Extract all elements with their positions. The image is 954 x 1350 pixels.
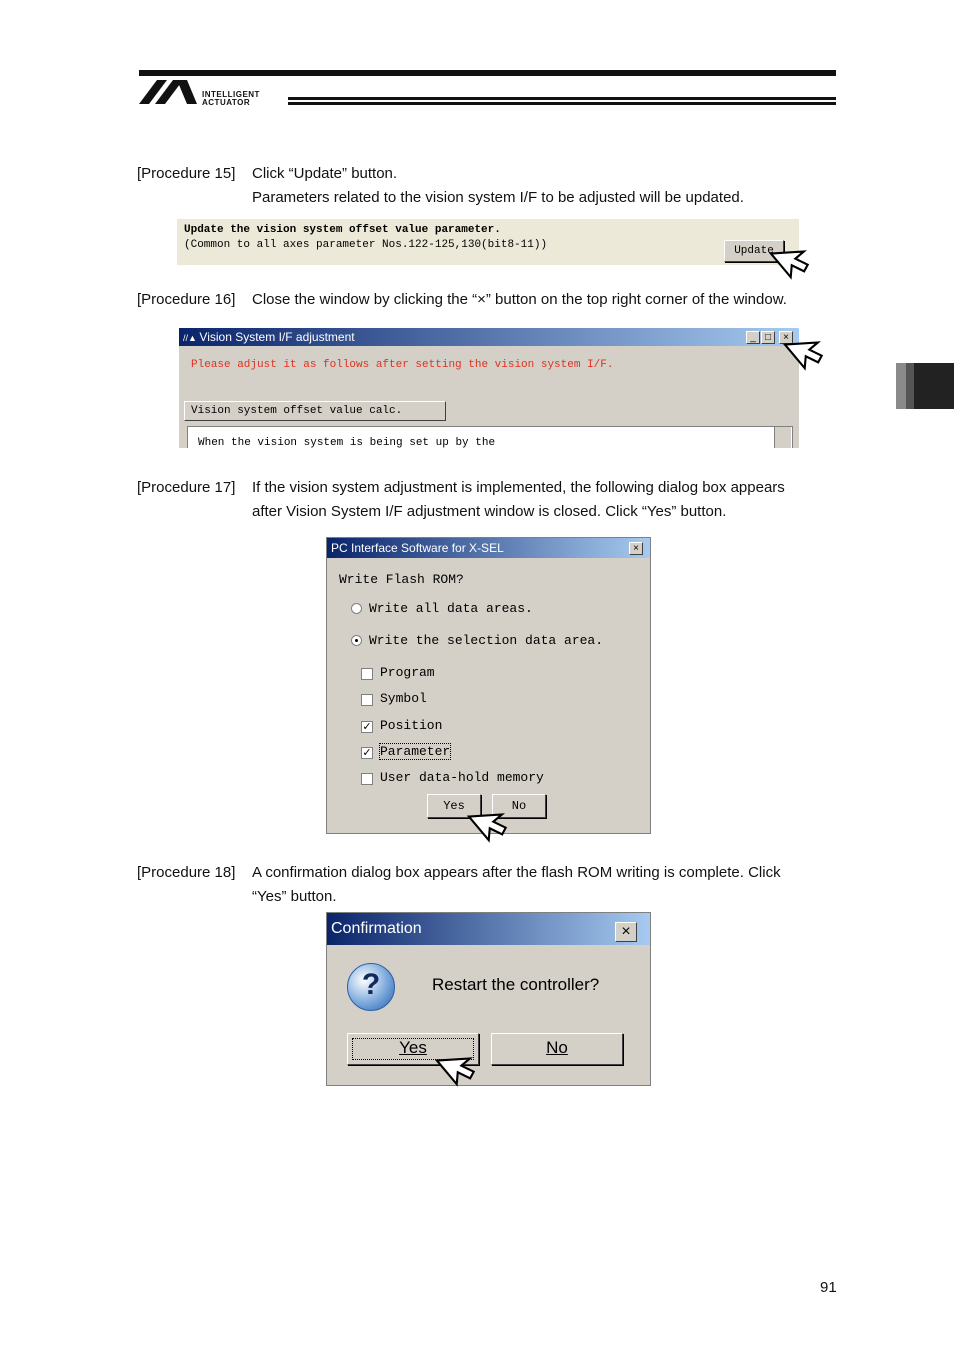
vision-list-item: When the vision system is being set up by the [198,437,496,449]
pointer-cursor-icon [768,243,814,287]
confirm-title: Confirmation [331,920,422,937]
brand-line2: ACTUATOR [202,98,251,107]
step-text-18-line2: “Yes” button. [252,888,337,905]
step-text-17-line1: If the vision system adjustment is implemented, the following dialog box appears [252,479,785,496]
pointer-cursor-icon [782,334,836,376]
vision-title: Vision System I/F adjustment [199,330,355,344]
confirm-yes-label: Yes [399,1038,427,1057]
step-text-15-line2: Parameters related to the vision system I/F to be adjusted will be updated. [252,189,744,206]
checkbox-parameter-label: Parameter [380,744,451,759]
minimize-button[interactable]: _ [746,331,760,344]
flash-title: PC Interface Software for X-SEL [331,541,504,555]
step-label-15: [Procedure 15] [137,165,236,182]
tab-stripe-mid [906,363,914,409]
checkbox-user-data-hold[interactable] [361,773,373,785]
vision-title-bar [179,328,799,346]
step-label-18: [Procedure 18] [137,864,236,881]
radio-write-selection-label: Write the selection data area. [369,633,604,648]
update-button[interactable]: Update [724,240,784,262]
checkbox-position-label: Position [380,718,443,733]
flash-title-bar [327,538,650,558]
radio-write-all[interactable] [351,603,362,614]
tab-stripe-light [896,363,906,409]
update-line2: (Common to all axes parameter Nos.122-125,130(bit8-11)) [184,239,548,251]
confirm-no-button[interactable] [491,1033,623,1065]
vision-list-box [187,426,793,449]
tab-offset-calc[interactable]: Vision system offset value calc. [184,401,446,421]
tab-stripe-dark [914,363,954,409]
header-rule-top [139,70,836,76]
radio-write-all-label: Write all data areas. [369,601,533,616]
checkbox-user-data-hold-label: User data-hold memory [380,770,544,785]
flash-question: Write Flash ROM? [339,572,464,587]
step-text-15-line1: Click “Update” button. [252,165,398,182]
confirm-no-label: No [546,1038,568,1057]
step-text-18-line1: A confirmation dialog box appears after the flash ROM writing is complete. Click [252,864,781,881]
checkbox-program-label: Program [380,665,435,680]
maximize-button[interactable]: □ [761,331,775,344]
dialog-confirmation [326,912,651,1086]
header-rule-right [288,97,836,102]
vision-message: Please adjust it as follows after setting the vision system I/F. [191,359,614,371]
pointer-cursor-icon [466,806,514,846]
step-text-17-line2: after Vision System I/F adjustment window is closed. Click “Yes” button. [252,503,727,520]
confirm-message: Restart the controller? [432,975,600,994]
step-label-16: [Procedure 16] [137,291,236,308]
logo-mark-icon [139,80,201,105]
step-text-16-line1: Close the window by clicking the “×” button on the top right corner of the window. [252,291,787,308]
checkbox-program[interactable] [361,668,373,680]
vision-title-icon: //▲ [183,333,200,343]
checkbox-symbol[interactable] [361,694,373,706]
page-number: 91 [820,1279,837,1296]
radio-write-selection[interactable] [351,635,362,646]
checkbox-symbol-label: Symbol [380,691,427,706]
question-icon [347,963,395,1011]
checkbox-parameter[interactable]: ✓ [362,747,372,759]
pointer-cursor-icon [434,1050,484,1090]
flash-yes-button[interactable]: Yes [427,794,481,818]
update-line1: Update the vision system offset value parameter. [184,224,501,236]
confirm-close-button[interactable]: × [615,922,637,942]
checkbox-position[interactable]: ✓ [362,721,372,733]
confirm-title-bar [327,913,650,945]
flash-close-button[interactable]: × [629,542,643,555]
brand-line1: INTELLIGENT [202,90,260,99]
dialog-write-flash-rom [326,537,651,834]
screenshot-update-panel [177,219,799,265]
flash-no-button[interactable]: No [492,794,546,818]
close-button[interactable]: × [779,331,793,344]
screenshot-vision-window [178,327,800,449]
side-chapter-tab [896,363,954,409]
question-icon-mark: ? [361,968,381,1001]
step-label-17: [Procedure 17] [137,479,236,496]
list-scrollbar[interactable] [774,427,791,449]
